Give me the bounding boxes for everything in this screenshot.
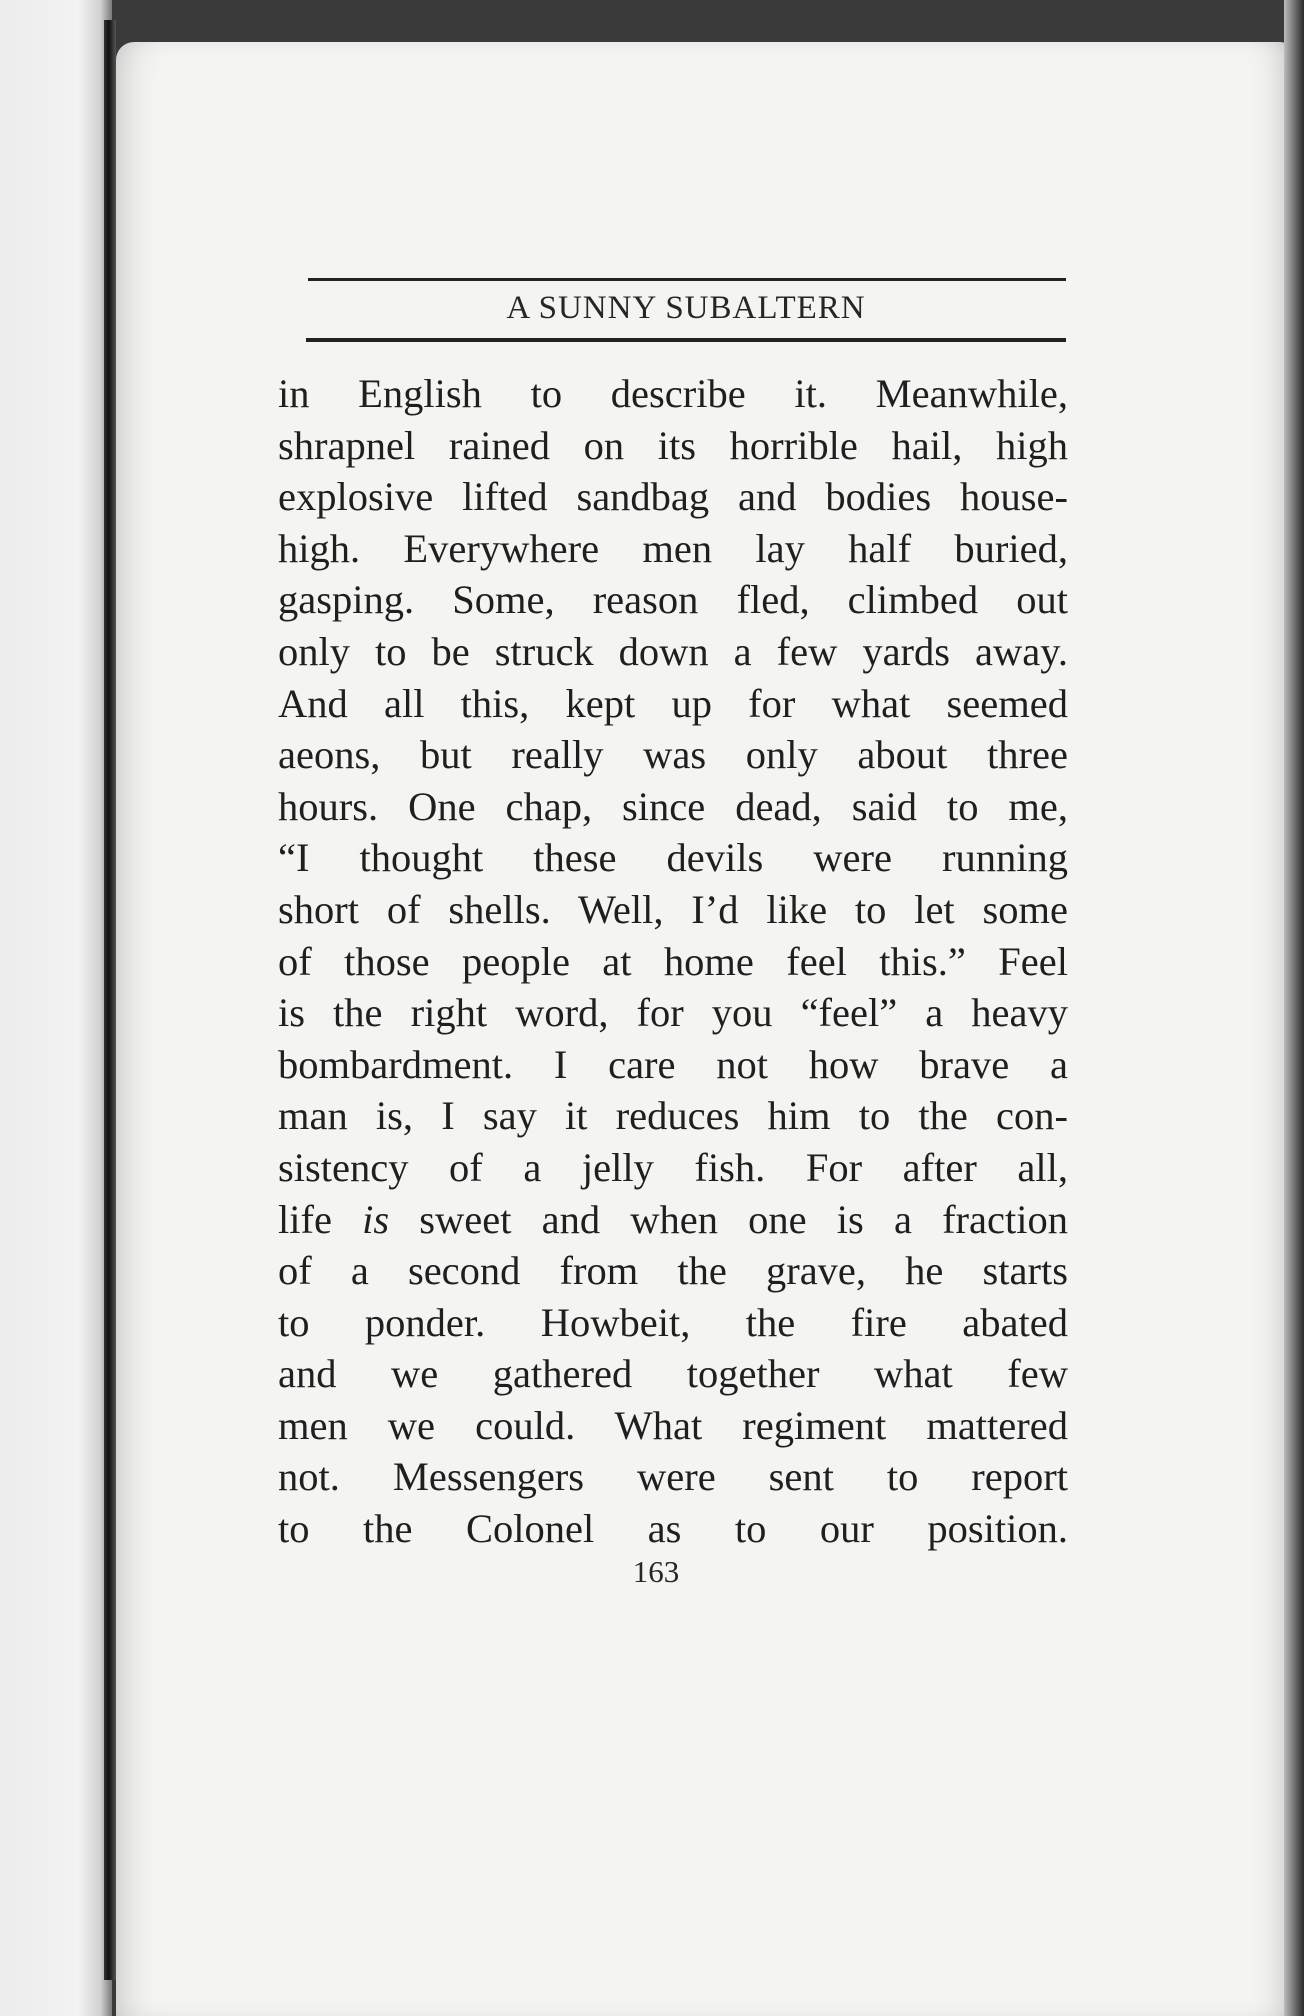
text-line: men we could. What regiment mattered — [278, 1402, 1068, 1448]
text-line: gasping. Some, reason fled, climbed out — [278, 577, 1068, 623]
page-number: 163 — [632, 1554, 680, 1589]
header-rule-bottom — [306, 338, 1066, 342]
text-line: explosive lifted sandbag and bodies house- — [278, 474, 1068, 520]
text-line: is the right word, for you “feel” a heavy — [278, 990, 1068, 1036]
text-line: to the Colonel as to our position. — [278, 1506, 1068, 1552]
text-line: sistency of a jelly fish. For after all, — [278, 1144, 1068, 1190]
text-line: to ponder. Howbeit, the fire abated — [278, 1299, 1068, 1345]
page-edge-shadow — [1284, 0, 1304, 2016]
text-line: in English to describe it. Meanwhile, — [278, 371, 1068, 416]
text-line: shrapnel rained on its horrible hail, high — [278, 422, 1068, 468]
text-line: of a second from the grave, he starts — [278, 1248, 1068, 1294]
body-text — [278, 368, 1068, 1555]
text-line: And all this, kept up for what seemed — [278, 680, 1068, 726]
text-line: and we gathered together what few — [278, 1351, 1068, 1397]
running-head: A SUNNY SUBALTERN — [506, 290, 866, 326]
emphasis: is — [362, 1196, 390, 1242]
book-gutter — [104, 20, 116, 1980]
text-line: life is sweet and when one is a fraction — [278, 1196, 1068, 1242]
header-rule-top — [308, 278, 1066, 281]
text-line: aeons, but really was only about three — [278, 732, 1068, 778]
text-line: short of shells. Well, I’d like to let some — [278, 886, 1068, 932]
text-line: of those people at home feel this.” Feel — [278, 938, 1068, 984]
text-line: “I thought these devils were running — [278, 835, 1068, 881]
text-line: not. Messengers were sent to report — [278, 1454, 1068, 1500]
text-line: only to be struck down a few yards away. — [278, 628, 1068, 674]
text-line: man is, I say it reduces him to the con- — [278, 1093, 1068, 1139]
text-line: bombardment. I care not how brave a — [278, 1041, 1068, 1087]
text-line: high. Everywhere men lay half buried, — [278, 525, 1068, 571]
facing-page-edge — [0, 0, 112, 2016]
text-line: hours. One chap, since dead, said to me, — [278, 783, 1068, 829]
